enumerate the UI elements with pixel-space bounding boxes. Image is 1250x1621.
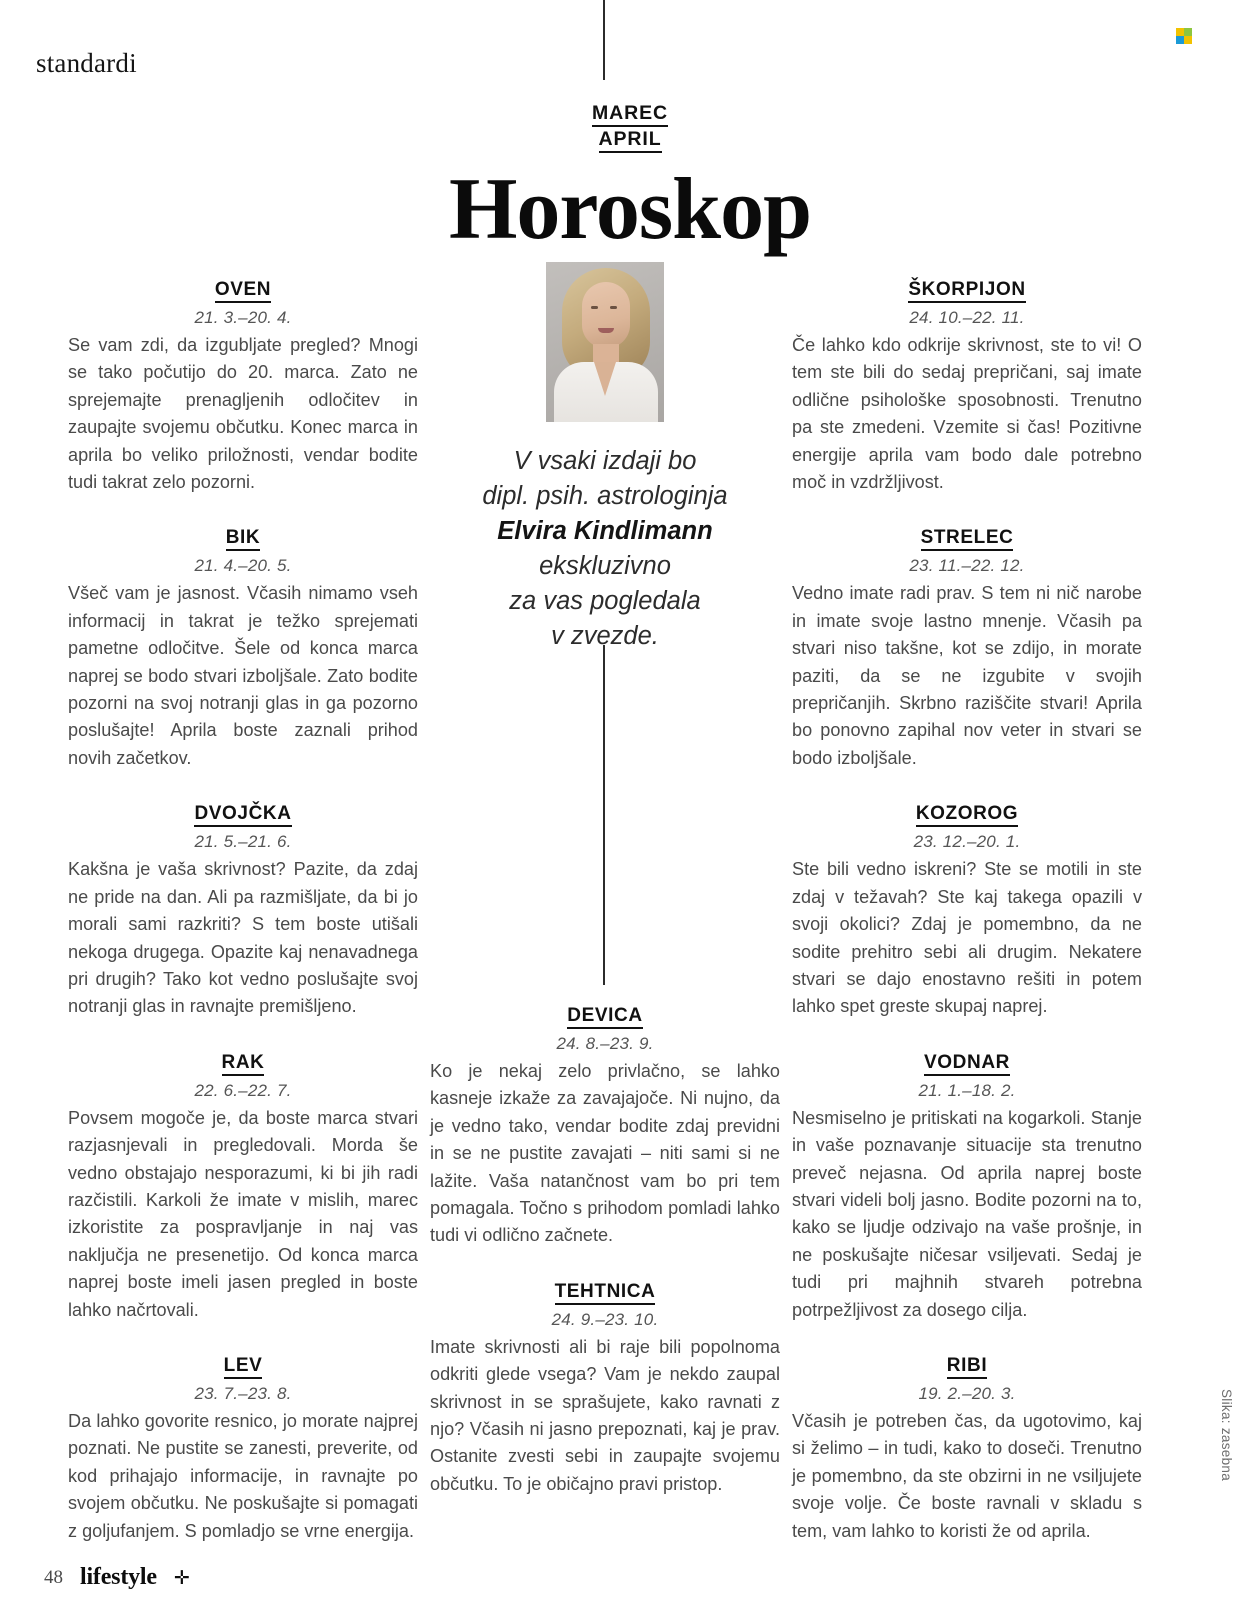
- corner-mark-swatch-2: [1184, 28, 1192, 36]
- sign-heading: [68, 526, 418, 550]
- horoscope-entry-lev: [68, 1354, 418, 1545]
- sign-dates: 21. 1.–18. 2.: [918, 1080, 1016, 1100]
- sign-text: Včasih je potreben čas, da ugotovimo, kaj si želimo – in tudi, kako to doseči. Trenutno je pomembno, da ste obzirni in ne vsiljujete svoje volje. Če boste ravnali v skladu s tem, vam lahko to koristi že od aprila.: [792, 1410, 1142, 1541]
- sign-heading: [430, 1280, 780, 1304]
- sign-dates: 21. 5.–21. 6.: [194, 832, 292, 852]
- sign-name: OVEN: [215, 279, 271, 303]
- sign-text: Vedno imate radi prav. S tem ni nič narobe in imate svoje lastno mnenje. Včasih pa stvari niso takšne, kot se zdijo, in morate paziti, da se ne izgubite v svojih prepričanjih. Skrbno raziščite stvari! Aprila bo ponovno zapihal nov veter in stvari se bodo izboljšale.: [792, 583, 1142, 768]
- astrologer-portrait: [546, 262, 664, 422]
- sign-name: DEVICA: [567, 1005, 642, 1029]
- section-label: standardi: [36, 48, 137, 78]
- sign-heading: [792, 1354, 1142, 1378]
- sign-dates: 24. 9.–23. 10.: [551, 1309, 659, 1329]
- sign-text: Se vam zdi, da izgubljate pregled? Mnogi se tako počutijo do 20. marca. Zato ne sprejemajte prenagljenih odločitev in zaupajte svojemu občutku. Konec marca in aprila bo veliko priložnosti, vendar bodite tudi takrat zelo pozorni.: [68, 335, 418, 493]
- photo-credit: Slika: zasebna: [1219, 1388, 1234, 1481]
- sign-name: RIBI: [947, 1355, 987, 1379]
- kicker-month-1: MAREC: [592, 102, 668, 127]
- sign-heading: [792, 278, 1142, 302]
- column-right: [792, 278, 1142, 1545]
- astrologer-intro: [430, 444, 780, 654]
- sign-text: Povsem mogoče je, da boste marca stvari razjasnjevali in pregledovali. Morda še vedno obstajajo nesporazumi, ki bi jih radi razčistili. Karkoli že imate v mislih, marec izkoristite za pospravljanje in naj vas naključja ne presenetijo. Od konca marca naprej boste imeli jasen pregled in boste lahko načrtovali.: [68, 1107, 418, 1320]
- intro-line-1: V vsaki izdaji bo: [513, 447, 697, 475]
- sign-heading: [792, 1051, 1142, 1075]
- horoscope-entry-devica: [430, 1004, 780, 1250]
- column-center-intro: [430, 262, 780, 654]
- sign-dates: 23. 11.–22. 12.: [909, 556, 1025, 576]
- sign-text: Če lahko kdo odkrije skrivnost, ste to vi! O tem ste bili do sedaj prepričani, saj imate odlične psihološke sposobnosti. Trenutno pa ste zmedeni. Vzemite si čas! Pozitivne energije aprila vam bodo dale potrebno moč in vzdržljivost.: [792, 335, 1142, 493]
- horoscope-entry-rak: [68, 1051, 418, 1324]
- sign-name: VODNAR: [924, 1052, 1010, 1076]
- horoscope-entry-oven: [68, 278, 418, 496]
- sign-name: DVOJČKA: [194, 803, 291, 827]
- sign-name: ŠKORPIJON: [908, 279, 1025, 303]
- issue-kicker: [420, 100, 840, 152]
- horoscope-entry-bik: [68, 526, 418, 772]
- sign-dates: 19. 2.–20. 3.: [918, 1383, 1016, 1403]
- horoscope-entry-vodnar: [792, 1051, 1142, 1324]
- corner-mark-swatch-1: [1176, 28, 1184, 36]
- horoscope-entry-ribi: [792, 1354, 1142, 1545]
- sign-dates: 24. 8.–23. 9.: [556, 1034, 654, 1053]
- sign-dates: 22. 6.–22. 7.: [194, 1080, 292, 1100]
- portrait-face: [582, 282, 630, 348]
- kicker-month-2: APRIL: [599, 128, 662, 153]
- intro-line-2: dipl. psih. astrologinja: [482, 482, 728, 510]
- center-vertical-rule: [603, 645, 605, 985]
- sign-dates: 21. 3.–20. 4.: [194, 308, 292, 327]
- horoscope-entry-dvojcka: [68, 802, 418, 1020]
- sign-heading: [68, 278, 418, 302]
- portrait-mouth: [598, 328, 614, 333]
- title-block: [420, 100, 840, 256]
- sign-text: Ko je nekaj zelo privlačno, se lahko kasneje izkaže za zavajajoče. Ni nujno, da je vedno tako, vendar bodite zdaj previdni in se ne pustite zavajati – niti sami si ne lažite. Vaša natančnost vam bo pri tem pomagala. Točno s prihodom pomladi lahko tudi vi odlično začnete.: [430, 1061, 780, 1246]
- sign-heading: [68, 802, 418, 826]
- sign-heading: [430, 1004, 780, 1028]
- brand-name: lifestyle: [80, 1564, 157, 1590]
- sign-text: Da lahko govorite resnico, jo morate najprej poznati. Ne pustite se zanesti, preverite, od kod prihajajo informacije, in ravnajte po svojem občutku. Ne poskušajte si pomagati z goljufanjem. S pomladjo se vrne energija.: [68, 1410, 418, 1541]
- astrologer-name: Elvira Kindlimann: [497, 517, 713, 545]
- sign-text: Kakšna je vaša skrivnost? Pazite, da zdaj ne pride na dan. Ali pa razmišljate, da bi jo morali sami razkriti? S tem boste utišali nekoga drugega. Opazite kaj nenavadnega pri drugih? Tako kot vedno poslušajte svoj notranji glas in ravnajte premišljeno.: [68, 859, 418, 1017]
- page-footer: [44, 1564, 190, 1591]
- sign-text: Nesmiselno je pritiskati na kogarkoli. Stanje in vaše poznavanje situacije sta trenutno preveč nejasna. Od aprila naprej boste stvari videli bolj jasno. Bodite pozorni na to, kako se ljudje odzivajo na vaše prošnje, in ne poskušajte ničesar vsiljevati. Sedaj je tudi pri majhnih stvareh potrebna potrpežljivost za dosego cilja.: [792, 1107, 1142, 1320]
- page-number: 48: [44, 1566, 63, 1588]
- sign-dates: 21. 4.–20. 5.: [194, 556, 292, 576]
- horoscope-entry-kozorog: [792, 802, 1142, 1020]
- corner-mark-swatch-4: [1184, 36, 1192, 44]
- sign-heading: [792, 802, 1142, 826]
- sign-dates: 23. 12.–20. 1.: [913, 832, 1021, 852]
- sign-text: Všeč vam je jasnost. Včasih nimamo vseh informacij in takrat je težko sprejemati pametne odločitve. Šele od konca marca naprej se bodo stvari izboljšale. Zato bodite pozorni na svoj notranji glas in ga pozorno poslušajte! Aprila boste zaznali prihod novih začetkov.: [68, 583, 418, 768]
- brand-corner-mark: [1176, 28, 1192, 44]
- sign-text: Ste bili vedno iskreni? Ste se motili in ste zdaj v težavah? Ste kaj takega opazili v svoji okolici? Zdaj je pomembno, da ne sodite prehitro sebi ali drugim. Nekatere stvari se dajo enostavno rešiti in potem lahko spet greste skupaj naprej.: [792, 859, 1142, 1017]
- horoscope-entry-tehtnica: [430, 1280, 780, 1498]
- intro-line-4: za vas pogledala: [509, 587, 701, 615]
- brand-logo-icon: ✛: [173, 1568, 190, 1589]
- corner-mark-swatch-3: [1176, 36, 1184, 44]
- portrait-eye-left: [591, 306, 598, 309]
- intro-line-5: v zvezde.: [551, 622, 659, 650]
- sign-name: STRELEC: [921, 527, 1014, 551]
- sign-dates: 23. 7.–23. 8.: [194, 1383, 292, 1403]
- sign-dates: 24. 10.–22. 11.: [909, 308, 1025, 327]
- sign-name: KOZOROG: [916, 803, 1018, 827]
- sign-name: BIK: [226, 527, 261, 551]
- horoscope-entry-skorpijon: [792, 278, 1142, 496]
- sign-name: LEV: [224, 1355, 263, 1379]
- sign-heading: [68, 1051, 418, 1075]
- page-title: Horoskop: [448, 161, 812, 258]
- sign-text: Imate skrivnosti ali bi raje bili popolnoma odkriti glede vsega? Vam je nekdo zaupal skrivnost in se sprašujete, kako ravnati z njo? Včasih ni jasno prepoznati, kaj je prav. Ostanite zvesti sebi in zaupajte svojemu občutku. To je običajno pravi pristop.: [430, 1336, 780, 1494]
- sign-heading: [792, 526, 1142, 550]
- column-left: [68, 278, 418, 1545]
- column-center-signs: [430, 1004, 780, 1498]
- top-vertical-rule: [603, 0, 605, 80]
- sign-name: RAK: [222, 1052, 265, 1076]
- portrait-eye-right: [610, 306, 617, 309]
- intro-line-3: ekskluzivno: [539, 552, 671, 580]
- horoscope-entry-strelec: [792, 526, 1142, 772]
- sign-name: TEHTNICA: [555, 1281, 656, 1305]
- sign-heading: [68, 1354, 418, 1378]
